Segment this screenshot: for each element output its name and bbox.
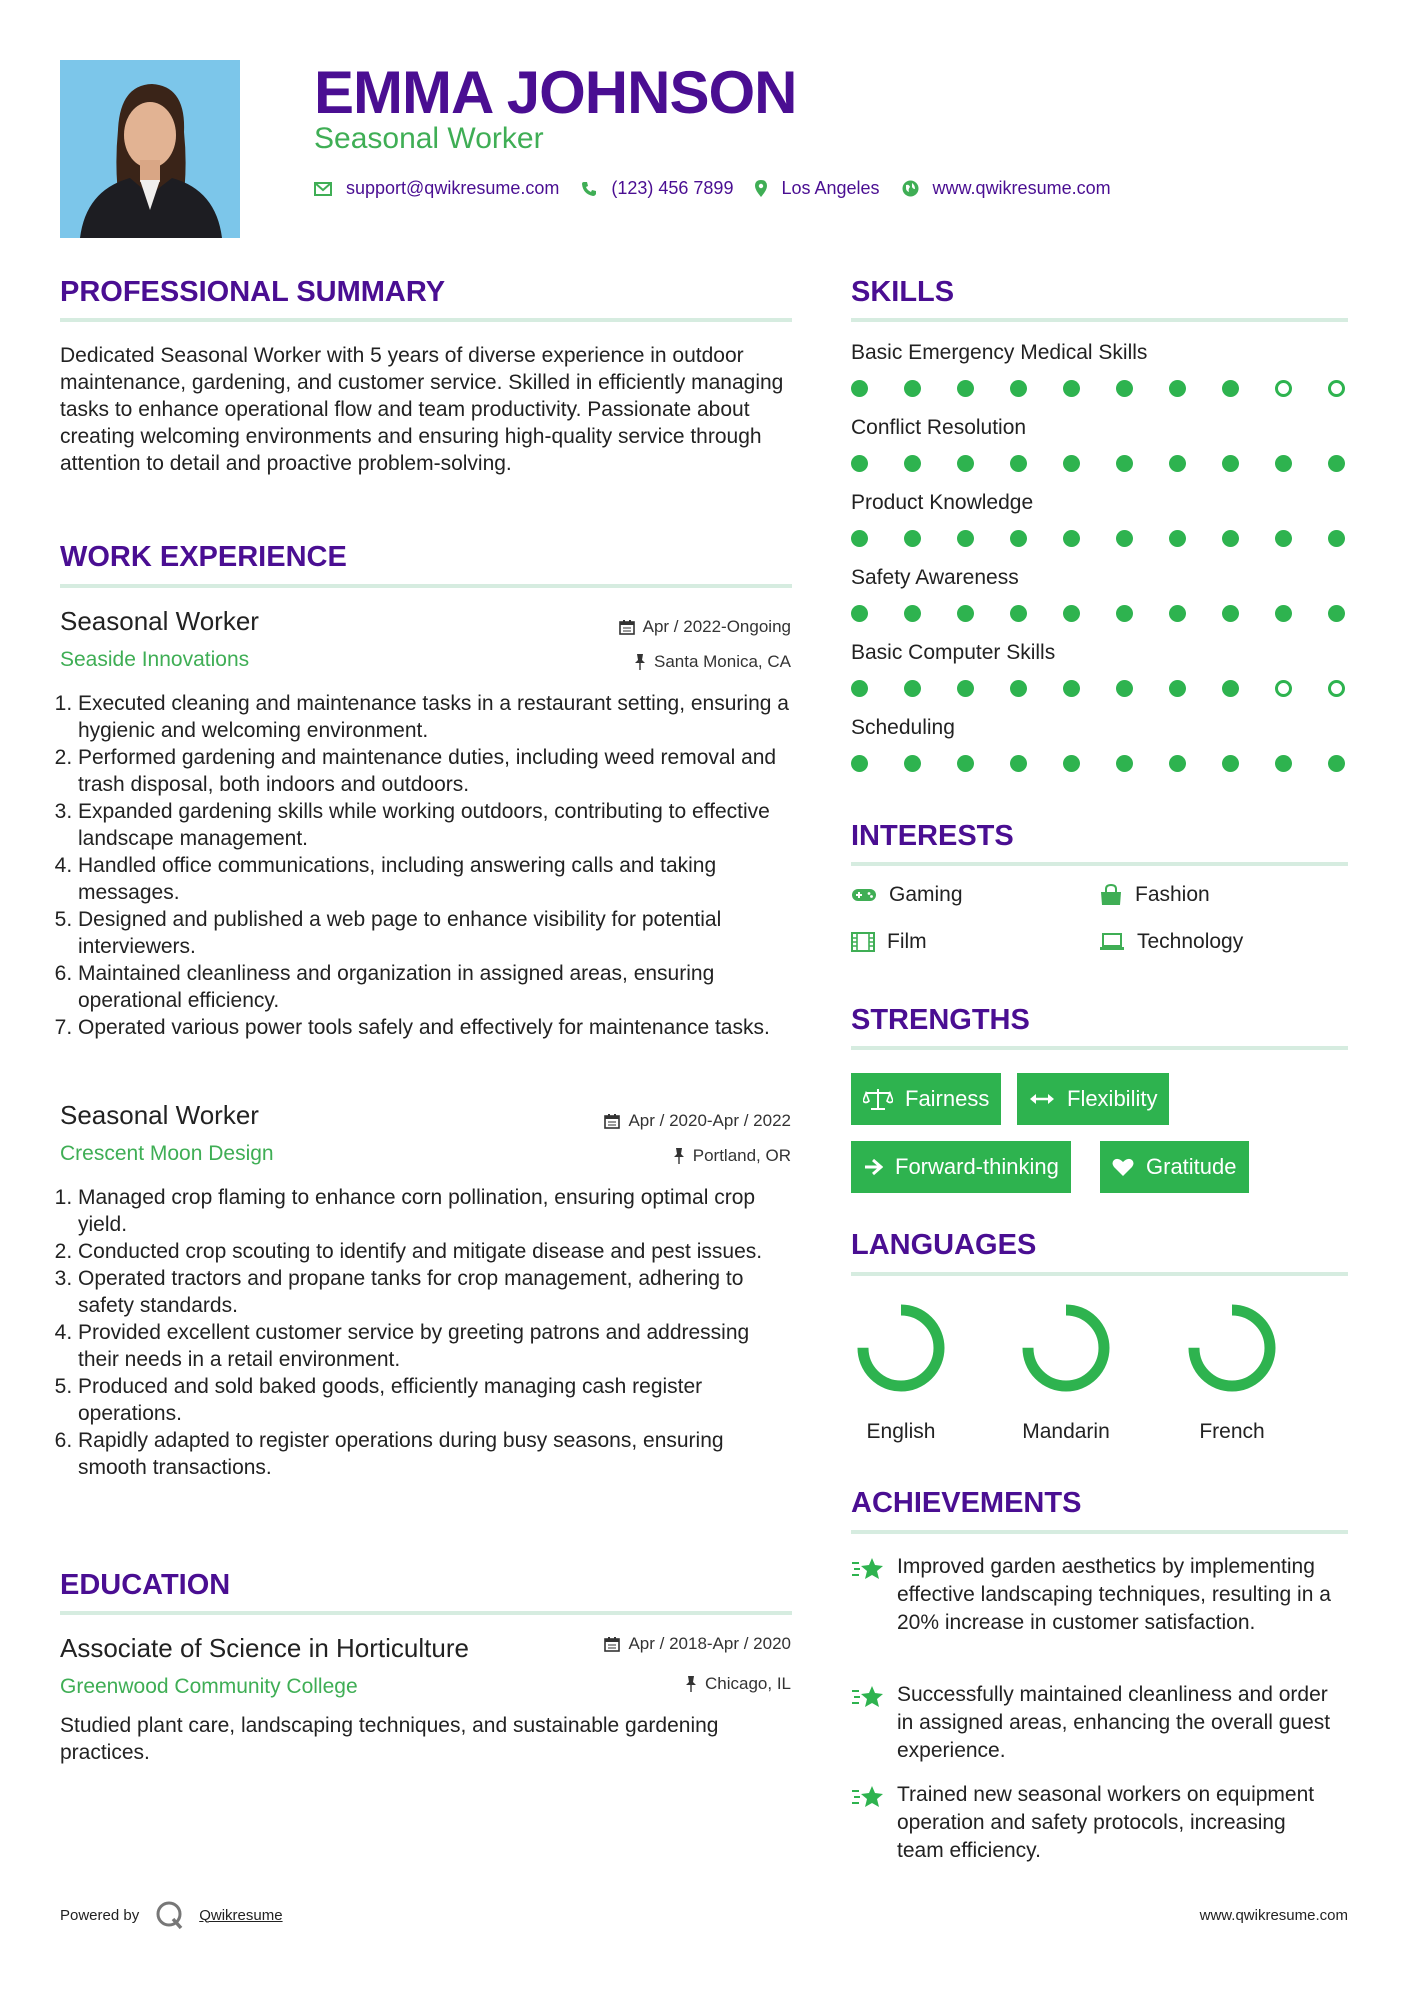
interest-label: Film	[887, 930, 927, 953]
list-item: 2. Conducted crop scouting to identify and mitigate disease and pest issues.	[78, 1238, 792, 1265]
skill-rating	[851, 380, 1345, 397]
rating-dot-filled	[904, 605, 921, 622]
rating-dot-filled	[1222, 605, 1239, 622]
skill-rating	[851, 755, 1345, 772]
rating-dot-filled	[904, 680, 921, 697]
language-level-arc	[863, 1310, 939, 1386]
language-level-arc	[1028, 1310, 1104, 1386]
skill-name: Conflict Resolution	[851, 416, 1027, 439]
language-item	[841, 1300, 961, 1444]
skill-name: Safety Awareness	[851, 566, 1019, 589]
contact-location	[755, 178, 879, 199]
skill-name: Basic Computer Skills	[851, 641, 1056, 664]
rating-dot-filled	[1116, 755, 1133, 772]
rating-dot-filled	[957, 455, 974, 472]
arrow-right-icon	[863, 1158, 883, 1176]
footer-branding	[60, 1900, 283, 1930]
shopping-bag-icon	[1099, 884, 1123, 906]
job-dates	[619, 617, 791, 637]
rating-dot-filled	[851, 605, 868, 622]
rating-dot-filled	[851, 680, 868, 697]
summary-heading: PROFESSIONAL SUMMARY	[60, 276, 446, 308]
rating-dot-filled	[1275, 455, 1292, 472]
language-level-ring	[853, 1300, 949, 1396]
achievements-heading: ACHIEVEMENTS	[851, 1487, 1082, 1519]
rating-dot-filled	[1169, 455, 1186, 472]
rating-dot-filled	[904, 755, 921, 772]
phone-icon	[581, 181, 597, 197]
rating-dot-filled	[904, 455, 921, 472]
heart-icon	[1112, 1157, 1134, 1177]
list-item: 2. Performed gardening and maintenance duties, including weed removal and trash disposal, both indoors and outdoors.	[78, 744, 792, 798]
rating-dot-filled	[1222, 680, 1239, 697]
experience-heading: WORK EXPERIENCE	[60, 541, 347, 573]
interest-label: Gaming	[889, 883, 963, 906]
rating-dot-empty	[1328, 680, 1345, 697]
shooting-star-icon	[851, 1683, 885, 1765]
rating-dot-filled	[1116, 380, 1133, 397]
candidate-title: Seasonal Worker	[314, 122, 544, 155]
education-dates	[604, 1634, 791, 1654]
list-item: 1. Executed cleaning and maintenance tasks in a restaurant setting, ensuring a hygienic and welcoming environment.	[78, 690, 792, 744]
rating-dot-filled	[1328, 455, 1345, 472]
calendar-icon	[619, 619, 635, 635]
languages-divider	[851, 1272, 1348, 1276]
achievement-item	[851, 1553, 1337, 1637]
rating-dot-filled	[851, 755, 868, 772]
list-item: 4. Provided excellent customer service by greeting patrons and addressing their needs in a retail environment.	[78, 1319, 792, 1373]
rating-dot-filled	[851, 455, 868, 472]
education-dates-text: Apr / 2018-Apr / 2020	[628, 1634, 791, 1653]
rating-dot-empty	[1275, 380, 1292, 397]
rating-dot-filled	[1010, 605, 1027, 622]
strength-label: Forward-thinking	[895, 1154, 1059, 1179]
rating-dot-filled	[1116, 530, 1133, 547]
rating-dot-filled	[1010, 380, 1027, 397]
summary-divider	[60, 318, 792, 322]
language-level-arc	[1194, 1310, 1270, 1386]
language-name: English	[866, 1420, 936, 1443]
strength-badge-forward-thinking	[851, 1141, 1071, 1193]
rating-dot-filled	[1275, 605, 1292, 622]
globe-icon	[902, 180, 919, 197]
rating-dot-filled	[1328, 605, 1345, 622]
school-name: Greenwood Community College	[60, 1675, 358, 1698]
achievement-item	[851, 1781, 1337, 1865]
job-bullets	[60, 1184, 792, 1481]
rating-dot-filled	[1116, 680, 1133, 697]
rating-dot-filled	[1222, 530, 1239, 547]
language-item	[1172, 1300, 1292, 1444]
experience-divider	[60, 584, 792, 588]
balance-scale-icon	[863, 1087, 893, 1111]
rating-dot-filled	[1169, 755, 1186, 772]
rating-dot-filled	[1010, 530, 1027, 547]
film-icon	[851, 932, 875, 952]
languages-heading: LANGUAGES	[851, 1229, 1037, 1261]
contact-email[interactable]	[314, 178, 559, 199]
skill-rating	[851, 455, 1345, 472]
education-location	[685, 1674, 791, 1694]
list-item: 4. Handled office communications, including answering calls and taking messages.	[78, 852, 792, 906]
list-item: 7. Operated various power tools safely and effectively for maintenance tasks.	[78, 1014, 792, 1041]
location-text: Los Angeles	[781, 178, 880, 198]
calendar-icon	[604, 1636, 620, 1652]
job-location-text: Portland, OR	[692, 1146, 791, 1165]
interest-label: Fashion	[1135, 883, 1210, 906]
job-dates-text: Apr / 2022-Ongoing	[642, 617, 791, 636]
education-heading: EDUCATION	[60, 1569, 231, 1601]
shooting-star-icon	[851, 1783, 885, 1865]
pushpin-icon	[685, 1676, 697, 1692]
phone-text: (123) 456 7899	[611, 178, 734, 198]
interest-item-gaming	[851, 883, 963, 907]
rating-dot-filled	[1116, 455, 1133, 472]
contact-phone[interactable]	[581, 178, 733, 199]
rating-dot-filled	[1063, 605, 1080, 622]
interests-divider	[851, 862, 1348, 866]
rating-dot-filled	[904, 380, 921, 397]
rating-dot-filled	[851, 380, 868, 397]
rating-dot-filled	[1222, 755, 1239, 772]
language-level-ring	[1018, 1300, 1114, 1396]
education-divider	[60, 1611, 792, 1615]
skills-heading: SKILLS	[851, 276, 955, 308]
list-item: 3. Operated tractors and propane tanks for crop management, adhering to safety standards.	[78, 1265, 792, 1319]
rating-dot-filled	[957, 380, 974, 397]
rating-dot-filled	[1328, 755, 1345, 772]
achievement-text: Improved garden aesthetics by implementing effective landscaping techniques, resulting in a 20% increase in customer satisfaction.	[897, 1555, 1331, 1634]
skills-divider	[851, 318, 1348, 322]
skill-rating	[851, 605, 1345, 622]
laptop-icon	[1099, 933, 1125, 951]
shooting-star-icon	[851, 1555, 885, 1637]
rating-dot-filled	[1275, 755, 1292, 772]
strength-badge-fairness	[851, 1073, 1001, 1125]
qwikresume-logo-icon	[155, 1900, 185, 1930]
job-title: Seasonal Worker	[60, 606, 259, 636]
strength-label: Flexibility	[1067, 1086, 1158, 1111]
rating-dot-filled	[1169, 530, 1186, 547]
footer-website[interactable]: www.qwikresume.com	[1199, 1907, 1348, 1924]
rating-dot-filled	[1063, 380, 1080, 397]
rating-dot-filled	[1222, 380, 1239, 397]
profile-photo	[60, 60, 240, 238]
rating-dot-filled	[1010, 680, 1027, 697]
map-marker-icon	[755, 180, 767, 197]
rating-dot-filled	[1169, 380, 1186, 397]
language-name: Mandarin	[1022, 1420, 1110, 1443]
strengths-heading: STRENGTHS	[851, 1004, 1030, 1036]
strengths-divider	[851, 1046, 1348, 1050]
language-item	[1006, 1300, 1126, 1444]
candidate-name: EMMA JOHNSON	[314, 59, 797, 126]
rating-dot-filled	[1010, 455, 1027, 472]
list-item: 1. Managed crop flaming to enhance corn pollination, ensuring optimal crop yield.	[78, 1184, 792, 1238]
rating-dot-filled	[1063, 530, 1080, 547]
email-text: support@qwikresume.com	[346, 178, 560, 198]
interest-label: Technology	[1137, 930, 1244, 953]
website-text: www.qwikresume.com	[932, 178, 1111, 198]
rating-dot-filled	[957, 605, 974, 622]
gamepad-icon	[851, 887, 877, 903]
rating-dot-empty	[1328, 380, 1345, 397]
achievement-text: Trained new seasonal workers on equipment operation and safety protocols, increasing team efficiency.	[897, 1783, 1315, 1862]
rating-dot-filled	[957, 755, 974, 772]
summary-text: Dedicated Seasonal Worker with 5 years of diverse experience in outdoor maintenance, gardening, and customer service. Skilled in efficiently managing tasks to enhance operational flow and team productivity. Passionate about creating welcoming environments and ensuring high-quality service through attention to detail and proactive problem-solving.	[60, 344, 784, 475]
language-level-ring	[1184, 1300, 1280, 1396]
rating-dot-filled	[1063, 455, 1080, 472]
pushpin-icon	[673, 1148, 685, 1164]
job-location	[673, 1146, 791, 1166]
rating-dot-filled	[957, 530, 974, 547]
company-name: Seaside Innovations	[60, 648, 250, 671]
strength-badge-flexibility	[1017, 1073, 1169, 1125]
rating-dot-filled	[1063, 680, 1080, 697]
rating-dot-filled	[1328, 530, 1345, 547]
rating-dot-filled	[1116, 605, 1133, 622]
rating-dot-filled	[1169, 680, 1186, 697]
rating-dot-filled	[904, 530, 921, 547]
education-description: Studied plant care, landscaping techniques, and sustainable gardening practices.	[60, 1714, 719, 1764]
strength-badge-gratitude	[1100, 1141, 1249, 1193]
skill-rating	[851, 680, 1345, 697]
list-item: 6. Maintained cleanliness and organization in assigned areas, ensuring operational efficiency.	[78, 960, 792, 1014]
rating-dot-filled	[1010, 755, 1027, 772]
degree-title: Associate of Science in Horticulture	[60, 1633, 469, 1663]
powered-by-text: Powered by	[60, 1906, 140, 1924]
company-name: Crescent Moon Design	[60, 1142, 274, 1165]
education-location-text: Chicago, IL	[705, 1674, 791, 1693]
job-dates	[604, 1111, 791, 1131]
rating-dot-filled	[1063, 755, 1080, 772]
list-item: 5. Designed and published a web page to enhance visibility for potential interviewers.	[78, 906, 792, 960]
job-title: Seasonal Worker	[60, 1100, 259, 1130]
job-location	[634, 652, 791, 672]
interest-item-technology	[1099, 930, 1243, 954]
contact-bar	[314, 178, 1133, 199]
list-item: 5. Produced and sold baked goods, efficiently managing cash register operations.	[78, 1373, 792, 1427]
arrows-horizontal-icon	[1029, 1092, 1055, 1106]
rating-dot-filled	[957, 680, 974, 697]
rating-dot-filled	[1169, 605, 1186, 622]
rating-dot-filled	[1222, 455, 1239, 472]
skill-name: Product Knowledge	[851, 491, 1034, 514]
achievement-text: Successfully maintained cleanliness and order in assigned areas, enhancing the overall guest experience.	[897, 1683, 1331, 1762]
contact-website[interactable]	[902, 178, 1111, 199]
skill-rating	[851, 530, 1345, 547]
achievements-divider	[851, 1530, 1348, 1534]
brand-link[interactable]: Qwikresume	[199, 1906, 283, 1924]
rating-dot-empty	[1275, 680, 1292, 697]
job-dates-text: Apr / 2020-Apr / 2022	[628, 1111, 791, 1130]
list-item: 3. Expanded gardening skills while working outdoors, contributing to effective landscape management.	[78, 798, 792, 852]
job-bullets	[60, 690, 792, 1041]
achievement-item	[851, 1681, 1337, 1765]
job-location-text: Santa Monica, CA	[653, 652, 791, 671]
rating-dot-filled	[1275, 530, 1292, 547]
rating-dot-filled	[851, 530, 868, 547]
envelope-icon	[314, 182, 332, 196]
interests-heading: INTERESTS	[851, 820, 1014, 852]
interest-item-film	[851, 930, 927, 954]
interest-item-fashion	[1099, 883, 1210, 907]
strength-label: Gratitude	[1146, 1154, 1237, 1179]
language-name: French	[1199, 1420, 1265, 1443]
calendar-icon	[604, 1113, 620, 1129]
skill-name: Basic Emergency Medical Skills	[851, 341, 1148, 364]
pushpin-icon	[634, 654, 646, 670]
strength-label: Fairness	[905, 1086, 990, 1111]
list-item: 6. Rapidly adapted to register operations during busy seasons, ensuring smooth transactions.	[78, 1427, 792, 1481]
skill-name: Scheduling	[851, 716, 955, 739]
